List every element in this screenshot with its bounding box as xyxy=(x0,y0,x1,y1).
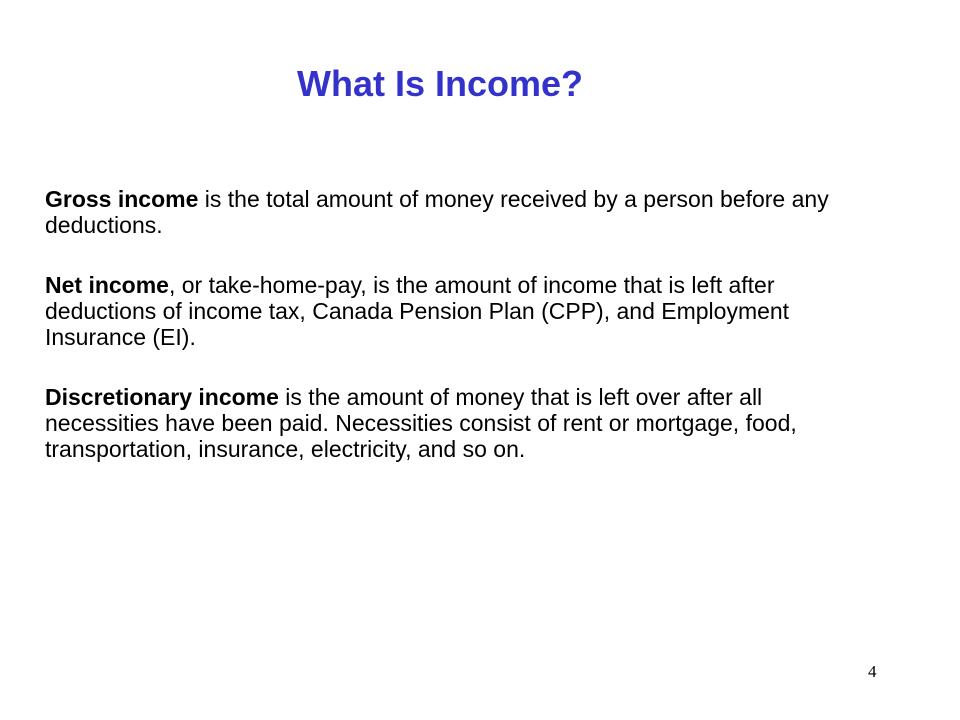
page-number: 4 xyxy=(868,662,877,681)
definition-discretionary-income: is the amount of money that is left over after all necessities have been paid. Necessities consist of rent or mortgage, food, transportation, insurance, electricity, and so on. xyxy=(45,384,797,462)
paragraph-discretionary-income xyxy=(45,384,845,462)
paragraph-net-income xyxy=(45,272,845,350)
paragraph-gross-income xyxy=(45,186,845,238)
definition-net-income: , or take-home-pay, is the amount of income that is left after deductions of income tax, Canada Pension Plan (CPP), and Employment Insurance (EI). xyxy=(45,272,790,350)
term-discretionary-income: Discretionary income xyxy=(45,384,279,410)
slide-title: What Is Income? xyxy=(296,63,584,104)
slide-body xyxy=(45,186,845,496)
term-net-income: Net income xyxy=(45,272,169,298)
term-gross-income: Gross income xyxy=(45,186,199,212)
definition-gross-income: is the total amount of money received by a person before any deductions. xyxy=(45,186,829,238)
